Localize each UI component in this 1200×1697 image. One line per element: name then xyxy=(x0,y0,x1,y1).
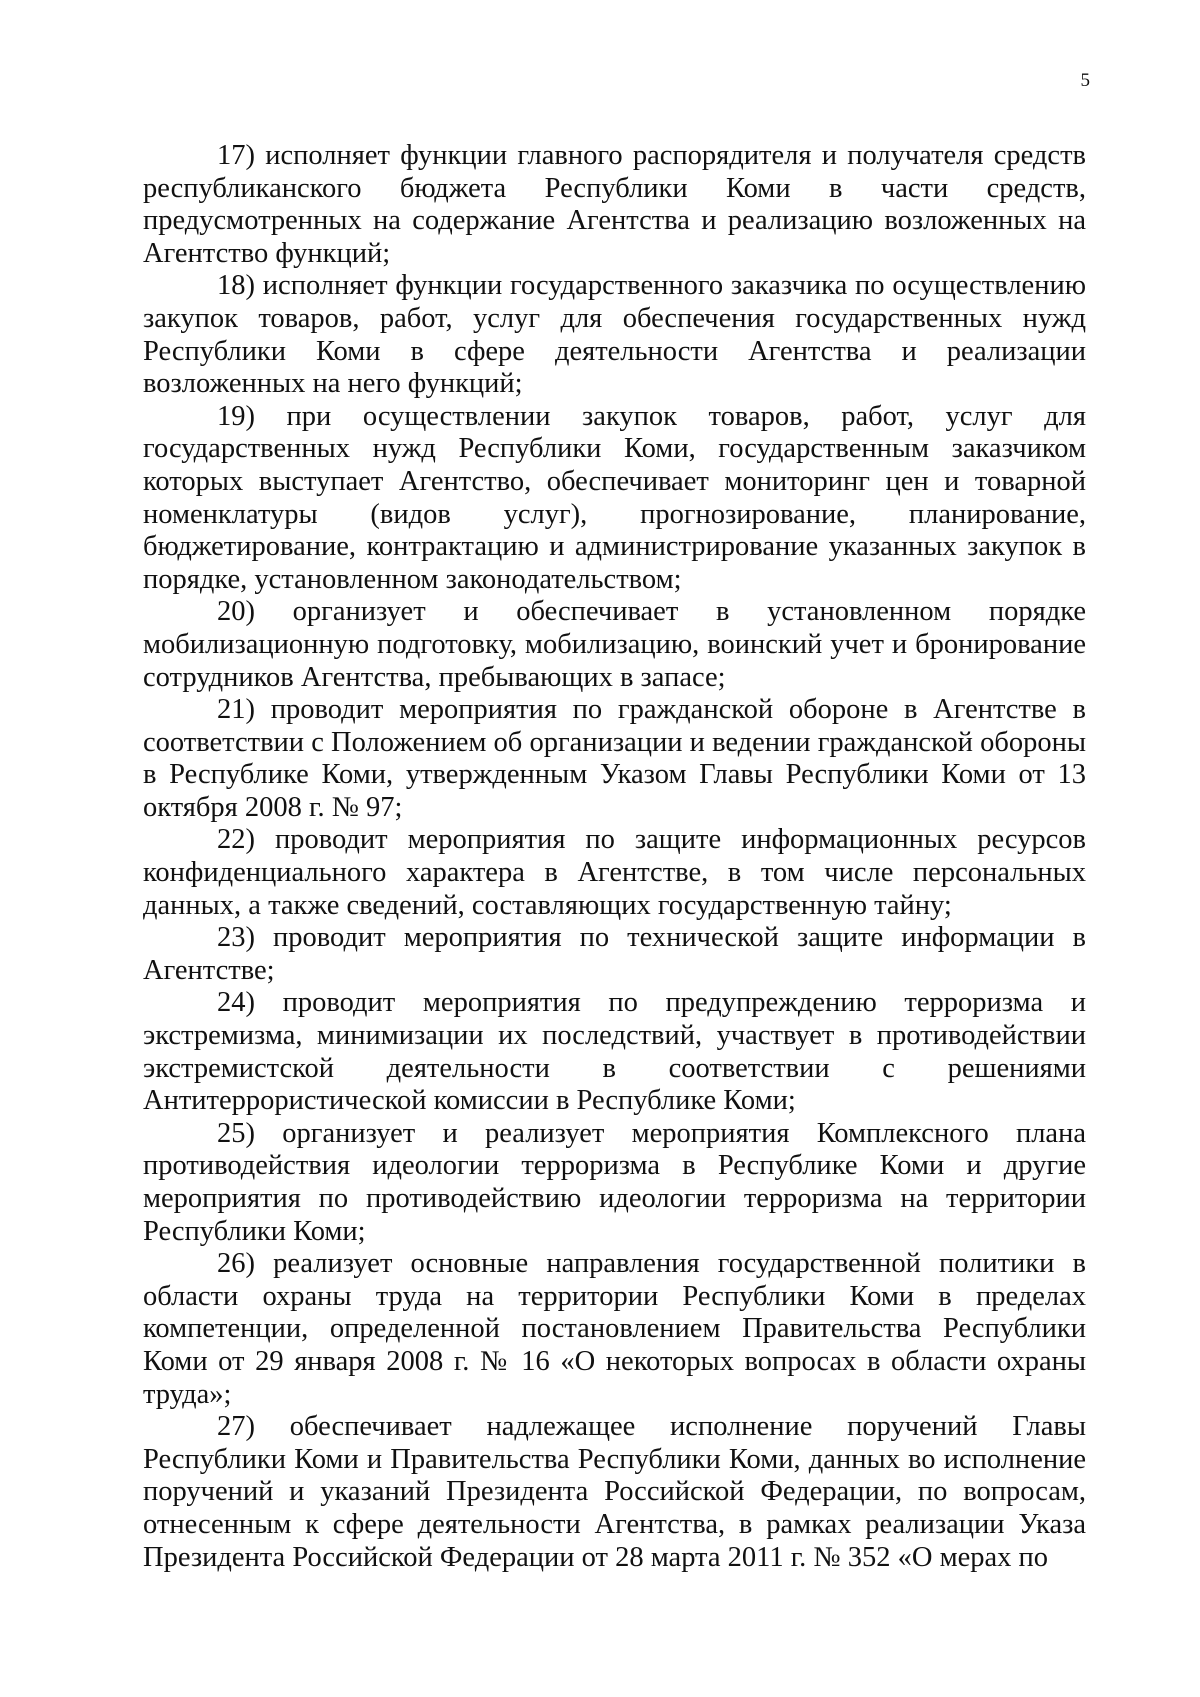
clause-25: 25) организует и реализует мероприятия Комплексного плана противодействия идеологии терроризма в Республике Коми и другие мероприятия по противодействию идеологии терроризма на территории Республики Коми; xyxy=(143,1117,1086,1247)
clause-20: 20) организует и обеспечивает в установленном порядке мобилизационную подготовку, мобилизацию, воинский учет и бронирование сотрудников Агентства, пребывающих в запасе; xyxy=(143,596,1086,693)
page-number: 5 xyxy=(1080,70,1090,91)
clause-18: 18) исполняет функции государственного заказчика по осуществлению закупок товаров, работ, услуг для обеспечения государственных нужд Республики Коми в сфере деятельности Агентства и реализации возложенных на него функций; xyxy=(143,270,1086,400)
clause-17: 17) исполняет функции главного распорядителя и получателя средств республиканского бюджета Республики Коми в части средств, предусмотренных на содержание Агентства и реализацию возложенных на Агентство функций; xyxy=(143,140,1086,269)
clause-23: 23) проводит мероприятия по технической защите информации в Агентстве; xyxy=(143,922,1086,986)
clause-22: 22) проводит мероприятия по защите информационных ресурсов конфиденциального характера в Агентстве, в том числе персональных данных, а также сведений, составляющих государственную тайну; xyxy=(143,824,1086,921)
clause-27: 27) обеспечивает надлежащее исполнение поручений Главы Республики Коми и Правительства Республики Коми, данных во исполнение поручений и указаний Президента Российской Федерации, по вопросам, отнесенным к сфере деятельности Агентства, в рамках реализации Указа Президента Российской Федерации от 28 марта 2011 г. № 352 «О мерах по xyxy=(143,1411,1086,1573)
clause-24: 24) проводит мероприятия по предупреждению терроризма и экстремизма, минимизации их последствий, участвует в противодействии экстремистской деятельности в соответствии с решениями Антитеррористической комиссии в Республике Коми; xyxy=(143,987,1086,1117)
clause-21: 21) проводит мероприятия по гражданской обороне в Агентстве в соответствии с Положением об организации и ведении гражданской обороны в Республике Коми, утвержденным Указом Главы Республики Коми от 13 октября 2008 г. № 97; xyxy=(143,694,1086,823)
clause-26: 26) реализует основные направления государственной политики в области охраны труда на территории Республики Коми в пределах компетенции, определенной постановлением Правительства Республики Коми от 29 января 2008 г. № 16 «О некоторых вопросах в области охраны труда»; xyxy=(143,1248,1086,1410)
document-body xyxy=(143,140,1086,1574)
clause-19: 19) при осуществлении закупок товаров, работ, услуг для государственных нужд Республики Коми, государственным заказчиком которых выступает Агентство, обеспечивает мониторинг цен и товарной номенклатуры (видов услуг), прогнозирование, планирование, бюджетирование, контрактацию и администрирование указанных закупок в порядке, установленном законодательством; xyxy=(143,400,1086,595)
